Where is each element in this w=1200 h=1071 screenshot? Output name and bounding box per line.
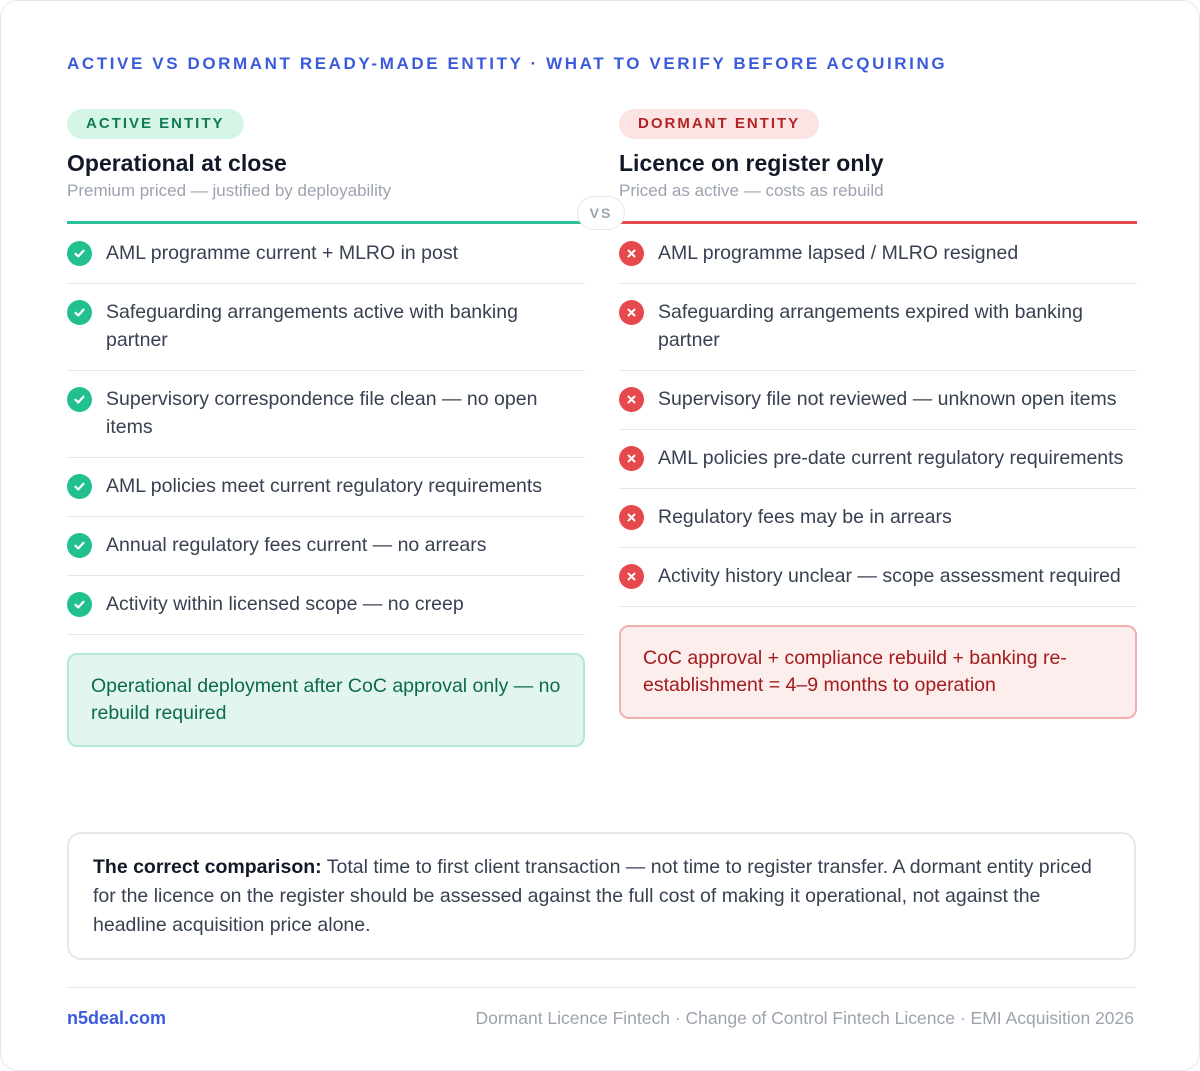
dormant-entity-pill: DORMANT ENTITY <box>619 109 819 139</box>
dormant-checklist-item <box>619 371 1137 430</box>
page-kicker: ACTIVE VS DORMANT READY-MADE ENTITY · WHAT TO VERIFY BEFORE ACQUIRING <box>67 54 948 73</box>
check-circle-icon <box>67 387 92 412</box>
active-checklist-item <box>67 576 585 635</box>
active-checklist-item <box>67 284 585 371</box>
vs-badge: VS <box>577 196 625 230</box>
x-circle-icon <box>619 564 644 589</box>
active-checklist-item <box>67 371 585 458</box>
dormant-checklist-item <box>619 548 1137 607</box>
active-entity-column <box>67 109 585 747</box>
active-checklist-text: Supervisory correspondence file clean — no open items <box>106 388 538 438</box>
dormant-checklist-text: Safeguarding arrangements expired with banking partner <box>658 301 1083 351</box>
note-lead: The correct comparison: <box>93 856 322 878</box>
x-circle-icon <box>619 387 644 412</box>
active-checklist-text: Activity within licensed scope — no creep <box>106 593 464 615</box>
dormant-checklist-item <box>619 489 1137 548</box>
dormant-entity-title: Licence on register only <box>619 150 884 176</box>
dormant-checklist-item <box>619 224 1137 284</box>
check-circle-icon <box>67 241 92 266</box>
x-circle-icon <box>619 505 644 530</box>
active-entity-subtitle: Premium priced — justified by deployability <box>67 181 392 200</box>
check-circle-icon <box>67 592 92 617</box>
active-checklist-text: Annual regulatory fees current — no arrears <box>106 534 487 556</box>
dormant-checklist-item <box>619 430 1137 489</box>
dormant-checklist-text: Supervisory file not reviewed — unknown open items <box>658 388 1117 410</box>
active-checklist-text: AML programme current + MLRO in post <box>106 242 459 264</box>
x-circle-icon <box>619 300 644 325</box>
dormant-checklist <box>619 224 1137 607</box>
check-circle-icon <box>67 300 92 325</box>
active-entity-title: Operational at close <box>67 150 287 176</box>
dormant-checklist-text: Regulatory fees may be in arrears <box>658 506 952 528</box>
check-circle-icon <box>67 474 92 499</box>
dormant-outcome-box: CoC approval + compliance rebuild + banking re-establishment = 4–9 months to operation <box>619 625 1137 719</box>
active-checklist-text: Safeguarding arrangements active with banking partner <box>106 301 518 351</box>
active-checklist-item <box>67 458 585 517</box>
active-entity-pill: ACTIVE ENTITY <box>67 109 244 139</box>
comparison-note <box>67 832 1136 960</box>
active-checklist-item <box>67 517 585 576</box>
active-outcome-box: Operational deployment after CoC approval only — no rebuild required <box>67 653 585 747</box>
dormant-checklist-text: AML policies pre-date current regulatory requirements <box>658 447 1124 469</box>
brand-link[interactable]: n5deal.com <box>67 1008 167 1028</box>
dormant-entity-subtitle: Priced as active — costs as rebuild <box>619 181 884 200</box>
note-body: Total time to first client transaction — not time to register transfer. A dormant entity priced for the licence on the register should be assessed against the full cost of making it operational, not against the headline acquisition price alone. <box>93 856 1092 936</box>
footer-tags: Dormant Licence Fintech · Change of Control Fintech Licence · EMI Acquisition 2026 <box>475 1008 1134 1028</box>
footer-divider <box>67 987 1136 988</box>
dormant-entity-column <box>619 109 1137 719</box>
active-checklist <box>67 224 585 635</box>
dormant-checklist-text: AML programme lapsed / MLRO resigned <box>658 242 1019 264</box>
x-circle-icon <box>619 241 644 266</box>
check-circle-icon <box>67 533 92 558</box>
active-checklist-item <box>67 224 585 284</box>
dormant-checklist-item <box>619 284 1137 371</box>
active-checklist-text: AML policies meet current regulatory requirements <box>106 475 543 497</box>
dormant-checklist-text: Activity history unclear — scope assessment required <box>658 565 1121 587</box>
x-circle-icon <box>619 446 644 471</box>
